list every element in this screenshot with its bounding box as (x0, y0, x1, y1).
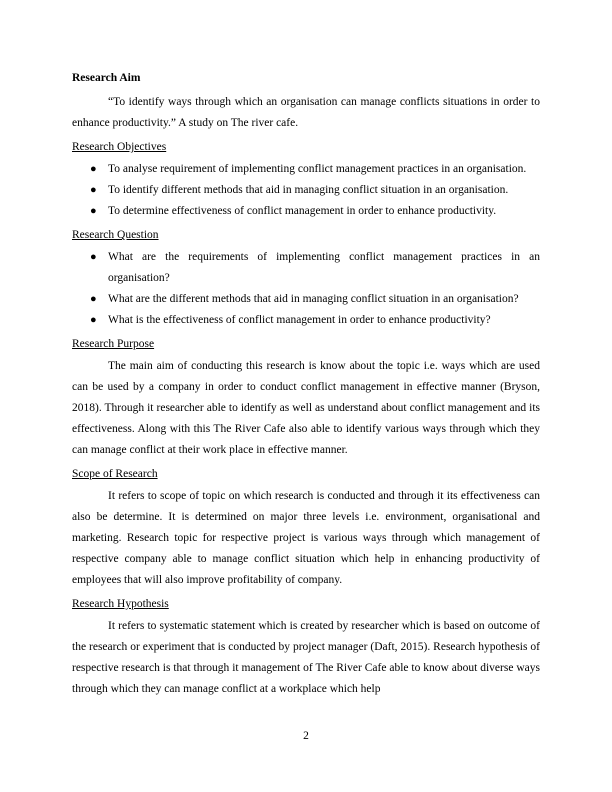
research-purpose-section (72, 337, 540, 461)
list-item: ● What are the requirements of implementing conflict management practices in an organisation? (72, 247, 540, 289)
research-hypothesis-heading: Research Hypothesis (72, 598, 169, 610)
list-item: ● What is the effectiveness of conflict management in order to enhance productivity? (72, 310, 540, 331)
research-objectives-heading: Research Objectives (72, 141, 167, 153)
document-page (72, 71, 540, 706)
research-purpose-heading: Research Purpose (72, 338, 155, 350)
bullet-icon: ● (90, 163, 97, 175)
list-item: ● To analyse requirement of implementing conflict management practices in an organisation. (72, 159, 540, 180)
research-hypothesis-section (72, 597, 540, 700)
research-question-section (72, 228, 540, 331)
list-item: ● To determine effectiveness of conflict management in order to enhance productivity. (72, 201, 540, 222)
page-number: 2 (303, 730, 309, 742)
research-question-list (72, 247, 540, 331)
bullet-icon: ● (90, 293, 97, 305)
bullet-icon: ● (90, 184, 97, 196)
research-objectives-section (72, 140, 540, 222)
research-aim-section (72, 71, 540, 134)
research-aim-text: “To identify ways through which an organisation can manage conflicts situations in order to enhance productivity.” A study on The river cafe. (72, 96, 540, 129)
bullet-icon: ● (90, 205, 97, 217)
bullet-icon: ● (90, 314, 97, 326)
research-purpose-text: The main aim of conducting this research is know about the topic i.e. ways which are used can be used by a company in order to conduct conflict management in effective manner (Bryson, 2018). Through it researcher able to identify as well as understand about conflict management and its effectiveness. Along with this The River Cafe also able to identify various ways through which they can manage conflict at their work place in effective manner. (72, 360, 540, 456)
bullet-icon: ● (90, 251, 97, 263)
research-question-heading: Research Question (72, 229, 159, 241)
research-objectives-list (72, 159, 540, 222)
scope-of-research-text: It refers to scope of topic on which research is conducted and through it its effectiveness can also be determine. It is determined on major three levels i.e. environment, organisational and marketing. Research topic for respective project is various ways through which management of respective company able to manage conflict situation which help in enhancing productivity of employees that will also improve profitability of company. (72, 490, 540, 586)
scope-of-research-section (72, 467, 540, 591)
list-item: ● What are the different methods that aid in managing conflict situation in an organisation? (72, 289, 540, 310)
list-item: ● To identify different methods that aid in managing conflict situation in an organisation. (72, 180, 540, 201)
research-aim-heading: Research Aim (72, 72, 141, 84)
research-hypothesis-text: It refers to systematic statement which is created by researcher which is based on outcome of the research or experiment that is conducted by project manager (Daft, 2015). Research hypothesis of respective research is that through it management of The River Cafe able to know about diverse ways through which they can manage conflict at a workplace which help (72, 620, 540, 695)
scope-of-research-heading: Scope of Research (72, 468, 158, 480)
